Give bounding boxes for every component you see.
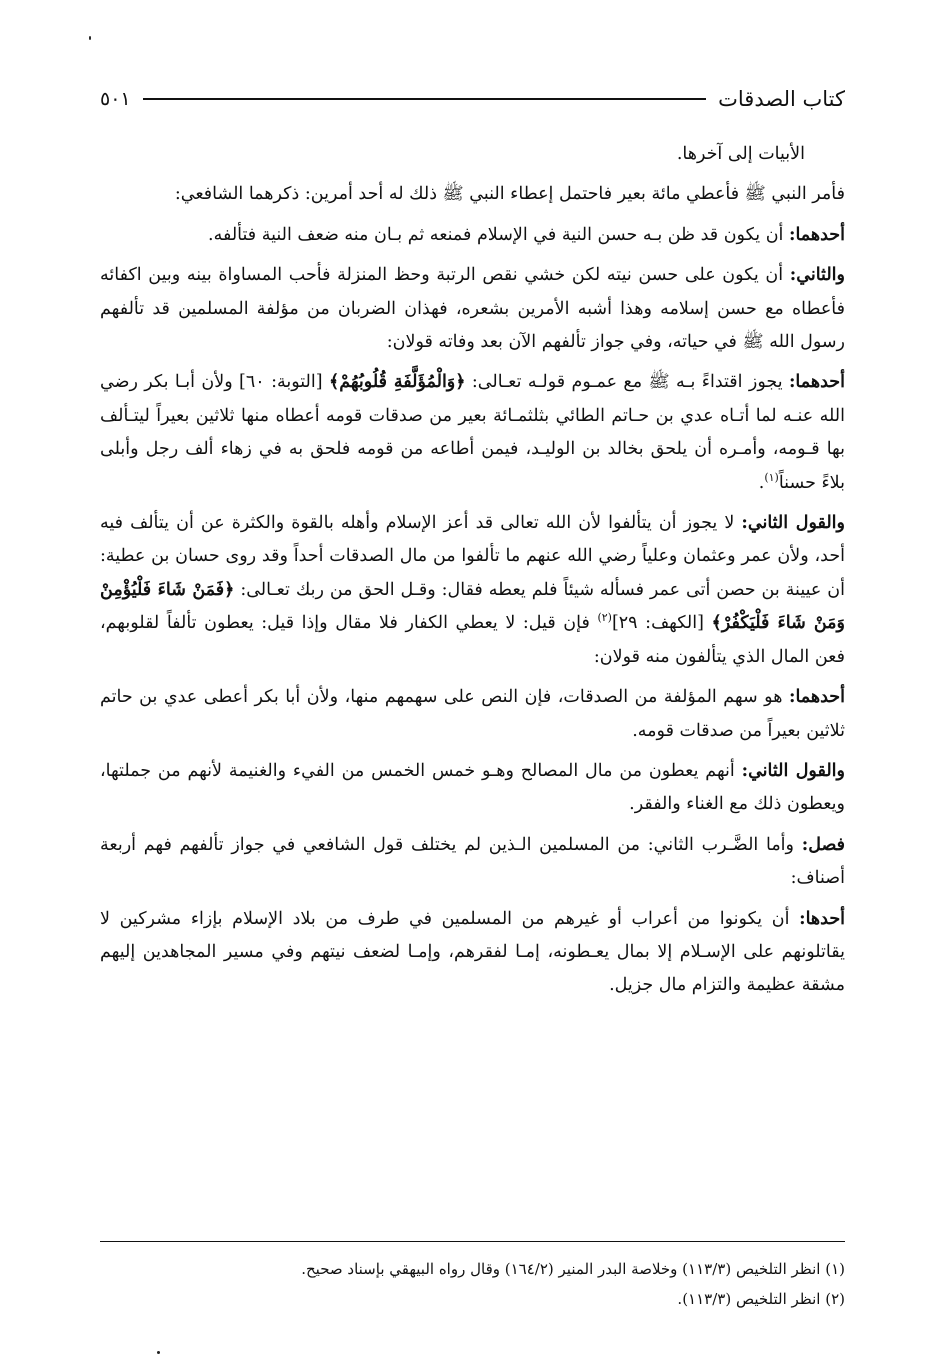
paragraph-lead: أحدها: (799, 908, 845, 929)
paragraph-lead: والثاني: (789, 265, 845, 286)
paragraph (100, 138, 845, 171)
paragraph-lead: فصل: (801, 834, 845, 855)
paragraph (100, 903, 845, 1003)
scan-mark (89, 36, 91, 40)
quran-verse: ﴿وَالْمُؤَلَّفَةِ قُلُوبُهُمْ﴾ (328, 372, 466, 393)
footnote-marker: (١) (764, 470, 779, 484)
paragraph (100, 507, 845, 674)
quran-verse: ﴿فَمَنْ شَاءَ فَلْيُؤْمِنْ وَمَنْ شَاءَ فَلْيَكْفُرْ﴾ (100, 579, 846, 634)
header-rule (143, 98, 707, 100)
paragraph (100, 829, 845, 896)
paragraph (100, 755, 845, 822)
paragraph (100, 219, 845, 252)
paragraph-lead: والقول الثاني: (741, 513, 845, 534)
paragraph-text: الأبيات إلى آخرها. (676, 144, 805, 164)
paragraph (100, 681, 845, 748)
page-number: ٥٠١ (100, 88, 131, 110)
quran-reference: [الكهف: ٢٩] (611, 613, 704, 634)
paragraph-text: وأما الضَّـرب الثاني: من المسلمين الـذين لم يختلف قول الشافعي في جواز تألفهم فهم أربعة أصناف: (100, 834, 845, 889)
paragraph-text: لا يجوز أن يتألفوا لأن الله تعالى قد أعز الإسلام وأهله بالقوة والكثرة عن أن يتألف فيه أحد، ولأن عمر وعثمان وعلياً رضي الله عنهم ما تألفوا من مال الصدقات أحداً وقد روى حسان بن عطية: أن عيينة بن حصن أتى عمر فسأله شيئاً فلم يعطه فقال: وقـل الحق من ربك تعـالى: (100, 513, 845, 600)
footnotes (100, 1254, 845, 1314)
paragraph-lead: أحدهما: (788, 224, 845, 245)
paragraph-text: أن يكون قد ظن بـه حسن النية في الإسلام فمنعه ثم بـان منه ضعف النية فتألفه. (208, 224, 784, 245)
paragraph (100, 178, 845, 211)
running-header (100, 82, 845, 116)
paragraph-lead: أحدهما: (788, 372, 845, 393)
paragraph-lead: أحدهما: (788, 687, 845, 708)
footnote: (١) انظر التلخيص (١١٣/٣) وخلاصة البدر المنير (١٦٤/٢) وقال رواه البيهقي بإسناد صحيح. (301, 1260, 845, 1278)
paragraph-text: أنهم يعطون من مال المصالح وهـو خمس الخمس من الفيء والغنيمة لأنهم من جملتها، ويعطون ذلك مع الغناء والفقر. (100, 760, 845, 815)
footnote-marker: (٢) (597, 611, 612, 625)
paragraph-text: [التوبة: ٦٠] ولأن أبـا بكر رضي الله عنـه لما أتـاه عدي بن حـاتم الطائي بثلثمـائة بعير من صدقات قومه أعطاه منها ثلاثين بعيراً ليتـألف بها قـومه، وأمـره أن يلحق بخالد بن الوليـد، فيمن أطاعه من قومه فلحق به في زهاء ألف رجل وأبلى بلاءً حسناً (100, 372, 845, 493)
paragraph-text: أن يكونوا من أعراب أو غيرهم من المسلمين في طرف من بلاد الإسلام بإزاء مشركين لا يقاتلونهم على الإسـلام إلا بمال يعـطونه، إمـا لفقرهم، وإمـا لضعف نيتهم وفي مسير المجاهدين إليهم مشقة عظيمة والتزام مال جزيل. (100, 908, 845, 996)
paragraph-text: فأمر النبي ﷺ فأعطي مائة بعير فاحتمل إعطاء النبي ﷺ ذلك له أحد أمرين: ذكرهما الشافعي: (174, 184, 845, 205)
paragraph-text: فإن قيل: لا يعطي الكفار فلا مقال وإذا قيل: يعطون تألفاً لقلوبهم، فعن المال الذي يتألفون منه قولان: (100, 613, 845, 667)
scan-mark (157, 1351, 160, 1354)
paragraph-lead: والقول الثاني: (741, 760, 845, 781)
paragraph (100, 366, 845, 500)
paragraph-text: أن يكون على حسن نيته لكن خشي نقص الرتبة وحظ المنزلة فأحب المساواة بينه وبين اكفائه فأعطاه مع حسن إسلامه وهذا أشبه الأمرين بشعره، فهذان الضربان من مؤلفة المسلمين قد تألفهم رسول الله ﷺ في حياته، وفي جواز تألفهم الآن بعد وفاته قولان: (100, 265, 845, 353)
paragraph-text: هو سهم المؤلفة من الصدقات، فإن النص على سهمهم منها، ولأن أبا بكر أعطى عدي بن حاتم ثلاثين بعيراً من صدقات قومه. (100, 687, 845, 741)
paragraph (100, 259, 845, 359)
main-text (100, 138, 845, 1010)
paragraph-text: . (758, 472, 765, 493)
footnote-separator (100, 1241, 845, 1242)
chapter-title: كتاب الصدقات (718, 87, 845, 111)
paragraph-text: يجوز اقتداءً بـه ﷺ مع عمـوم قولـه تعـالى: (471, 372, 783, 393)
footnote: (٢) انظر التلخيص (١١٣/٣). (677, 1290, 845, 1308)
